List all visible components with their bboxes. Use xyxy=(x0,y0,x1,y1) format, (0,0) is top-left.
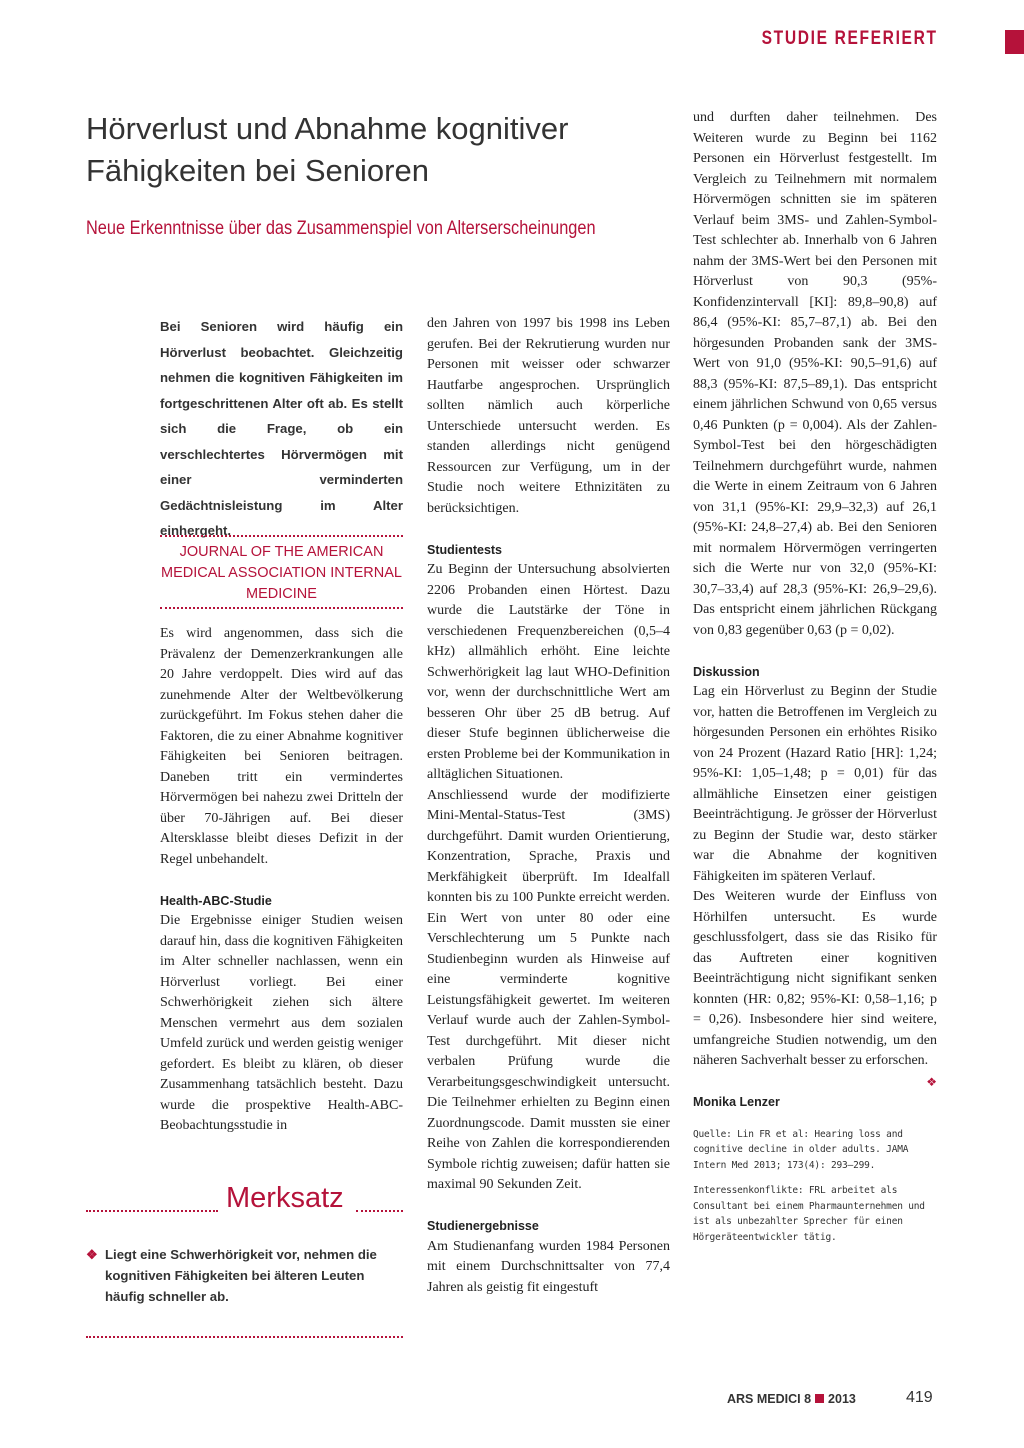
merksatz-divider-left xyxy=(86,1210,218,1212)
merksatz-divider-bottom xyxy=(86,1336,403,1338)
intro-paragraph: Es wird angenommen, dass sich die Prävalenz der Demenzerkrankungen alle 20 Jahre verdoppelt. Dies wird auf das zunehmende Alter der Weltbevölkerung zurückgeführt. Im Fokus stehen daher die Faktoren, die zu einer Abnahme kognitiver Fähigkeiten bei Senioren beitragen. Daneben tritt ein vermindertes Hörvermögen bei nahezu zwei Dritteln der über 70-Jährigen auf. Bei dieser Altersklasse bleibt dieses Defizit in der Regel unbehandelt. xyxy=(160,626,403,867)
studientests-paragraph-2: Anschliessend wurde der modifizierte Mini-Mental-Status-Test (3MS) durchgeführt. Damit wurden Orientierung, Konzentration, Sprache, Praxis und Merkfähigkeit überprüft. Im Idealfall konnten bis zu 100 Punkte erreicht werden. Ein Wert von unter 80 oder eine Verschlechterung um 5 Punkte nach Studienbeginn wurden als Hinweise auf eine verminderte kognitive Leistungsfähigkeit gewertet. Im weiteren Verlauf wurde auch der Zahlen-Symbol-Test durchgeführt. Mit dieser nicht verbalen Prüfung wurde die Verarbeitungsgeschwindigkeit untersucht. Die Teilnehmer erhielten zu Beginn einen Zuordnungscode. Damit mussten sie einer Reihe von Zahlen die korrespondierenden Symbole richtig zuweisen; dafür hatten sie maximal 90 Sekunden Zeit. xyxy=(427,787,670,1192)
merksatz-header xyxy=(86,1182,403,1222)
section-label: STUDIE REFERIERT xyxy=(762,28,938,49)
journal-divider-top xyxy=(160,535,403,537)
article-title: Hörverlust und Abnahme kognitiver Fähigkeiten bei Senioren xyxy=(86,111,569,188)
section-heading-studientests: Studientests xyxy=(427,542,503,557)
diskussion-paragraph-2-text: Des Weiteren wurde der Einfluss von Hörhilfen untersucht. Es wurde geschlussfolgert, dass sie das Risiko für das Auftreten einer kognitiven Beeinträchtigung nicht signifikant senken konnten (HR: 0,82; 95%-KI: 0,58–1,16; p = 0,26). Insbesondere hier sind weitere, umfangreiche Studien notwendig, um den näheren Sachverhalt besser zu erforschen. xyxy=(693,889,937,1068)
article-subtitle: Neue Erkenntnisse über das Zusammenspiel von Alterserscheinungen xyxy=(86,218,596,239)
section-heading-diskussion: Diskussion xyxy=(693,664,760,679)
column-1 xyxy=(160,624,403,1137)
section-heading-health-abc: Health-ABC-Studie xyxy=(160,893,272,908)
studienergebnisse-continued: und durften daher teilnehmen. Des Weiteren wurde zu Beginn bei 1162 Personen ein Hörverlust festgestellt. Im Vergleich zu Teilnehmern mit normalem Hörvermögen schnitten sie im späteren Verlauf beim 3MS- und Zahlen-Symbol-Test schlechter ab. Innerhalb von 6 Jahren nahm der 3MS-Wert bei den Personen mit Hörverlust von 90,3 (95%-Konfidenzintervall [KI]: 89,8–90,8) auf 86,4 (95%-KI: 85,7–87,1) ab. Bei den hörgesunden Probanden sank der 3MS-Wert von 91,0 (95%-KI: 90,5–91,6) auf 88,3 (95%-KI: 87,5–89,1). Das entspricht einem jährlichen Schwund von 0,65 versus 0,46 Punkten (p = 0,004). Als der Zahlen-Symbol-Test bei den hörgeschädigten Teilnehmern durchgeführt wurde, nahmen die Werte in einem Zeitraum von 6 Jahren von 31,1 (95%-KI: 29,9–32,3) auf 26,1 (95%-KI: 24,8–27,4) ab. Bei den Senioren mit normalem Hörvermögen verringerten sich die Werte nur von 32,0 (95%-KI: 30,7–33,4) auf 28,3 (95%-KI: 26,9–29,6). Das entspricht einem jährlichen Rückgang von 0,83 gegenüber 0,63 (p = 0,02). xyxy=(693,110,937,638)
end-mark-icon: ❖ xyxy=(926,1074,937,1089)
conflicts-note: Interessenkonflikte: FRL arbeitet als Consultant bei einem Pharmaunternehmen und ist als unbezahlter Sprecher für einen Hörgeräteentwickler tätig. xyxy=(693,1185,925,1243)
section-marker xyxy=(1005,30,1024,54)
column-3 xyxy=(693,108,937,1245)
merksatz-title: Merksatz xyxy=(222,1182,348,1215)
footer-journal xyxy=(727,1392,856,1406)
studienergebnisse-paragraph: Am Studienanfang wurden 1984 Personen mit einem Durchschnittsalter von 77,4 Jahren als geistig fit eingestuft xyxy=(427,1238,670,1295)
diskussion-paragraph-1: Lag ein Hörverlust zu Beginn der Studie vor, hatten die Betroffenen im Vergleich zu hörgesunden Personen ein erhöhtes Risiko von 24 Prozent (Hazard Ratio [HR]: 1,24; 95%-KI: 1,05–1,48; p = 0,01) für das allmähliche Einsetzen einer geistigen Beeinträchtigung. Je grösser der Hörverlust zu Beginn der Studie war, desto stärker war die Abnahme der kognitiven Fähigkeiten im späteren Verlauf. xyxy=(693,684,937,884)
journal-name: JOURNAL OF THE AMERICAN MEDICAL ASSOCIATION INTERNAL MEDICINE xyxy=(161,544,402,602)
footer-square-icon xyxy=(815,1394,824,1403)
merksatz-box xyxy=(86,1244,396,1307)
journal-divider-bottom xyxy=(160,607,403,609)
article-lead: Bei Senioren wird häufig ein Hörverlust beobachtet. Gleichzeitig nehmen die kognitiven Fähigkeiten im fortgeschrittenen Alter oft ab. Es stellt sich die Frage, ob ein verschlechtertes Hörvermögen mit einer verminderten Gedächtnisleistung im Alter einhergeht. xyxy=(160,319,403,538)
merksatz-bullet-icon: ❖ xyxy=(86,1247,98,1262)
health-abc-paragraph: Die Ergebnisse einiger Studien weisen darauf hin, dass die kognitiven Fähigkeiten im Alter schneller nachlassen, wenn ein Hörverlust vorliegt. Bei einer Schwerhörigkeit ziehen sich ältere Menschen vermehrt aus dem sozialen Umfeld zurück und werden geistig weniger gefordert. Es bleibt zu klären, ob dieser Zusammenhang tatsächlich besteht. Dazu wurde die prospektive Health-ABC-Beobachtungsstudie in xyxy=(160,913,403,1133)
diskussion-paragraph-2 xyxy=(693,887,937,1089)
author-name: Monika Lenzer xyxy=(693,1095,780,1109)
section-heading-studienergebnisse: Studienergebnisse xyxy=(427,1219,539,1233)
merksatz-text: Liegt eine Schwerhörigkeit vor, nehmen die kognitiven Fähigkeiten bei älteren Leuten häufig schneller ab. xyxy=(105,1247,377,1304)
page-number: 419 xyxy=(906,1389,933,1406)
source-note: Quelle: Lin FR et al: Hearing loss and cognitive decline in older adults. JAMA Intern Med 2013; 173(4): 293–299. xyxy=(693,1128,909,1171)
footer-year: 2013 xyxy=(828,1392,856,1406)
column-2 xyxy=(427,314,670,1298)
health-abc-continued: den Jahren von 1997 bis 1998 ins Leben gerufen. Bei der Rekrutierung wurden nur Personen mit weisser oder schwarzer Hautfarbe angesprochen. Ursprünglich sollten nämlich auch körperliche Unterschiede untersucht werden. Es standen allerdings nicht genügend Ressourcen zur Verfügung, um in der Studie noch weitere Ethnizitäten zu berücksichtigen. xyxy=(427,316,670,516)
footer-journal-name: ARS MEDICI 8 xyxy=(727,1392,812,1406)
merksatz-divider-right xyxy=(356,1210,403,1212)
studientests-paragraph-1: Zu Beginn der Untersuchung absolvierten 2206 Probanden einen Hörtest. Dazu wurde die Lautstärke der Töne in verschiedenen Frequenzbereichen (0,5–4 kHz) allmählich erhöht. Eine leichte Schwerhörigkeit lag laut WHO-Definition vor, wenn der durchschnittliche Wert am besseren Ohr über 25 dB betrug. Auf dieser Stufe beginnen üblicherweise die ersten Probleme bei der Kommunikation in alltäglichen Situationen. xyxy=(427,562,670,782)
